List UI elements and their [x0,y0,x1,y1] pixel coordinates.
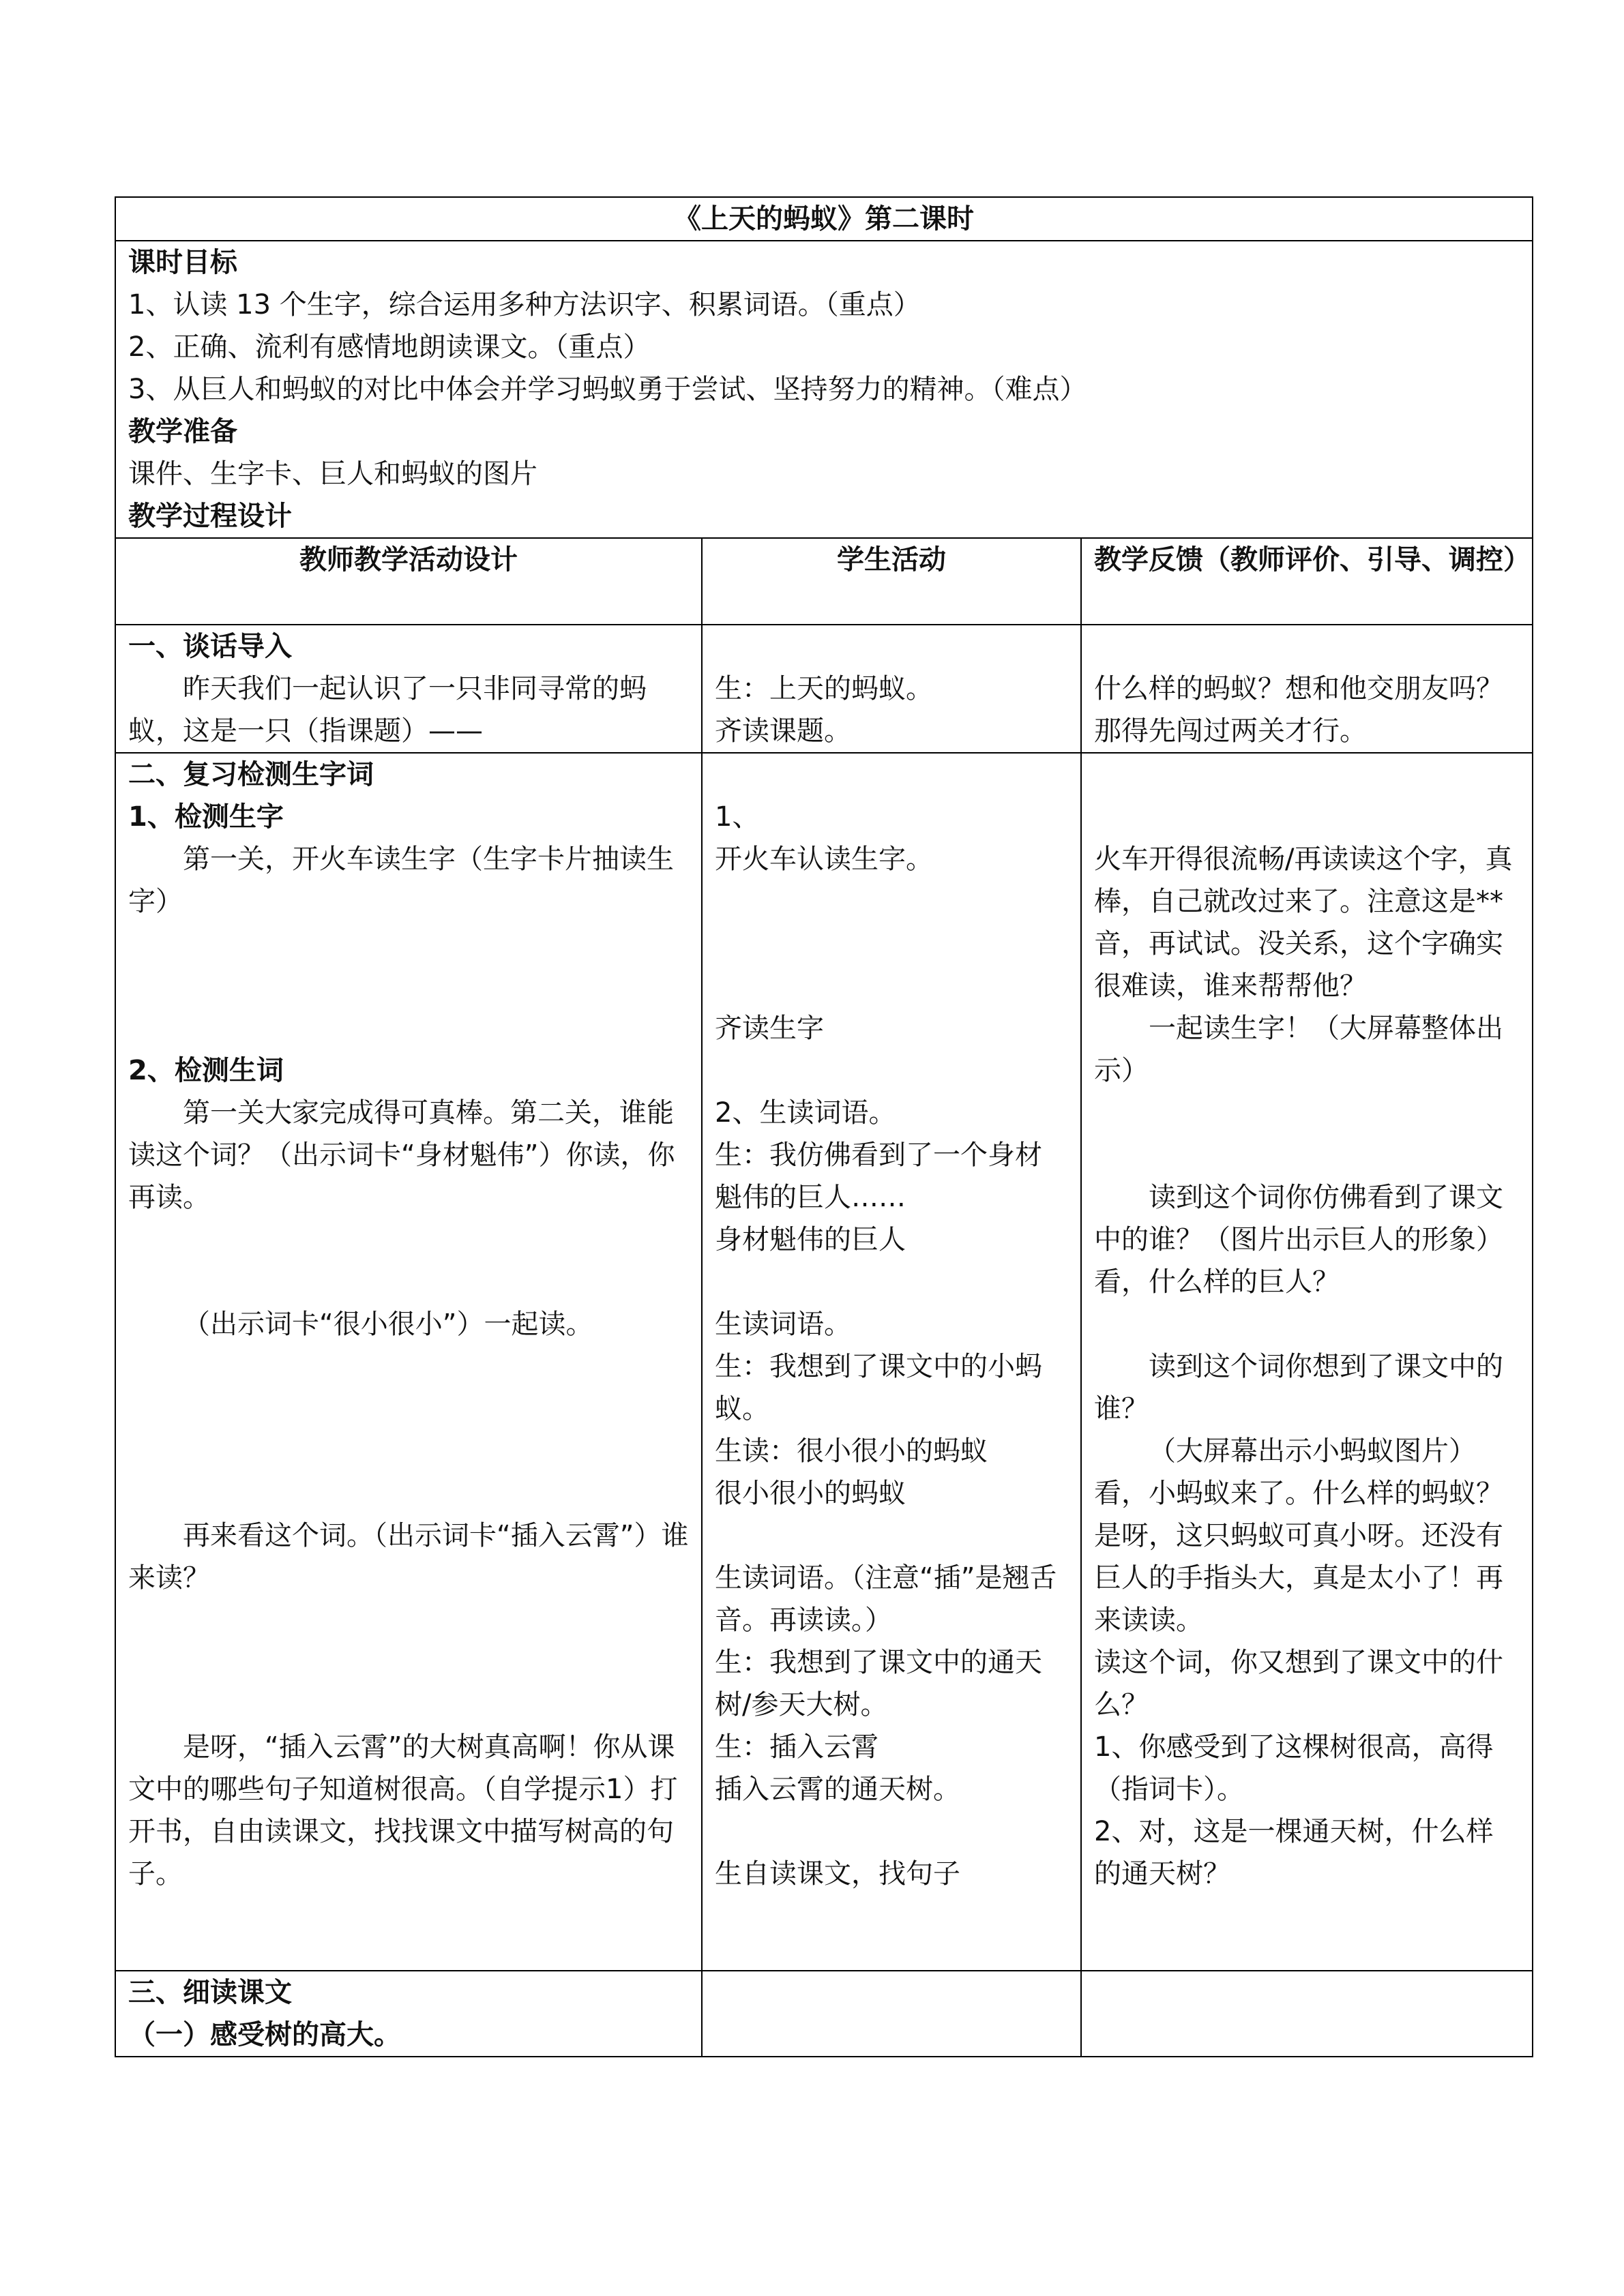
section2-feedback-f3: 读到这个词你仿佛看到了课文中的谁？（图片出示巨人的形象）看，什么样的巨人？ [1094,1182,1503,1298]
section2-student-cell [702,753,1081,1971]
objective-item: 2、正确、流利有感情地朗读课文。（重点） [128,331,651,363]
section3-student-cell [702,1971,1081,2057]
section2-teacher-t2: 第一关大家完成得可真棒。第二关，谁能读这个词？（出示词卡“身材魁伟”）你读，你再读。 [128,1097,675,1213]
section3-teacher-cell [115,1971,702,2057]
section2-student-line: 2、生读词语。 [715,1097,896,1129]
section2-student-line: 生：我想到了课文中的通天树/参天大树。 [715,1647,1042,1720]
section2-teacher-t3: （出示词卡“很小很小”）一起读。 [183,1309,593,1340]
section2-feedback-f7: 1、你感受到了这棵树很高，高得（指词卡）。 [1094,1731,1494,1805]
section2-student-line: 生读：很小很小的蚂蚁 [715,1435,988,1467]
section2-feedback-f4: 读到这个词你想到了课文中的谁？ [1094,1351,1503,1425]
section2-student-line: 身材魁伟的巨人 [715,1224,906,1255]
section2-feedback-f8: 2、对，这是一棵通天树，什么样的通天树？ [1094,1816,1494,1890]
header-block [115,241,1533,538]
section3-heading: 三、细读课文 [128,1977,292,2008]
section2-student-line: 生：我想到了课文中的小蚂蚁。 [715,1351,1042,1425]
section2-student-line: 开火车认读生字。 [715,844,933,875]
section2-sub1: 1、检测生字 [128,801,284,833]
section2-feedback-f6: 读这个词，你又想到了课文中的什么？ [1094,1647,1503,1720]
section2-student-line: 1、 [715,801,760,833]
process-heading: 教学过程设计 [128,501,292,532]
section2-sub2: 2、检测生词 [128,1055,284,1086]
section1-feedback-text: 什么样的蚂蚁？想和他交朋友吗？那得先闯过两关才行。 [1094,673,1503,747]
preparation-content: 课件、生字卡、巨人和蚂蚁的图片 [128,458,537,490]
section2-feedback-f1: 火车开得很流畅/再读读这个字，真棒，自己就改过来了。注意这是**音，再试试。没关系，这个字确实很难读，谁来帮帮他？ [1094,844,1513,1002]
preparation-heading: 教学准备 [128,416,237,447]
section3-feedback-cell [1081,1971,1533,2057]
section2-student-line: 齐读生字 [715,1013,824,1044]
section2-teacher-t4: 再来看这个词。（出示词卡“插入云霄”）谁来读？ [128,1520,689,1594]
column-header-student: 学生活动 [702,538,1081,625]
section3-sub1: （一）感受树的高大。 [128,2019,401,2051]
section2-feedback-f2: 一起读生字！（大屏幕整体出示） [1094,1013,1503,1086]
objective-item: 1、认读 13 个生字，综合运用多种方法识字、积累词语。（重点） [128,289,921,320]
section2-student-line: 生读词语。（注意“插”是翘舌音。再读读。） [715,1562,1057,1636]
objective-item: 3、从巨人和蚂蚁的对比中体会并学习蚂蚁勇于尝试、坚持努力的精神。（难点） [128,374,1087,405]
section2-student-line: 生：我仿佛看到了一个身材魁伟的巨人…… [715,1139,1042,1213]
section1-heading: 一、谈话导入 [128,631,292,662]
section1-student-line: 生：上天的蚂蚁。 [715,673,933,704]
section1-teacher-cell [115,625,702,753]
section2-feedback-f5: （大屏幕出示小蚂蚁图片）看，小蚂蚁来了。什么样的蚂蚁？是呀，这只蚂蚁可真小呀。还没有巨人的手指头大，真是太小了！再来读读。 [1094,1435,1503,1636]
section2-student-line: 生：插入云霄 [715,1731,879,1763]
section2-teacher-cell [115,753,702,1971]
page-title: 《上天的蚂蚁》第二课时 [115,197,1533,241]
column-header-feedback: 教学反馈（教师评价、引导、调控） [1081,538,1533,625]
section2-teacher-t1: 第一关，开火车读生字（生字卡片抽读生字） [128,844,674,917]
section2-feedback-cell [1081,753,1533,1971]
section2-heading: 二、复习检测生字词 [128,759,374,790]
section2-student-line: 很小很小的蚂蚁 [715,1478,906,1509]
section1-feedback-cell [1081,625,1533,753]
section2-student-line: 生自读课文，找句子 [715,1858,960,1890]
section1-teacher-text: 昨天我们一起认识了一只非同寻常的蚂蚁，这是一只（指课题）—— [128,673,647,747]
section1-student-cell [702,625,1081,753]
lesson-plan-table [115,196,1533,2057]
section2-student-line: 生读词语。 [715,1309,851,1340]
section2-teacher-t5: 是呀，“插入云霄”的大树真高啊！你从课文中的哪些句子知道树很高。（自学提示1）打开书，自由读课文，找找课文中描写树高的句子。 [128,1731,678,1890]
objectives-heading: 课时目标 [128,247,237,278]
section1-student-line: 齐读课题。 [715,715,851,747]
column-header-teacher: 教师教学活动设计 [115,538,702,625]
section2-student-line: 插入云霄的通天树。 [715,1774,960,1805]
